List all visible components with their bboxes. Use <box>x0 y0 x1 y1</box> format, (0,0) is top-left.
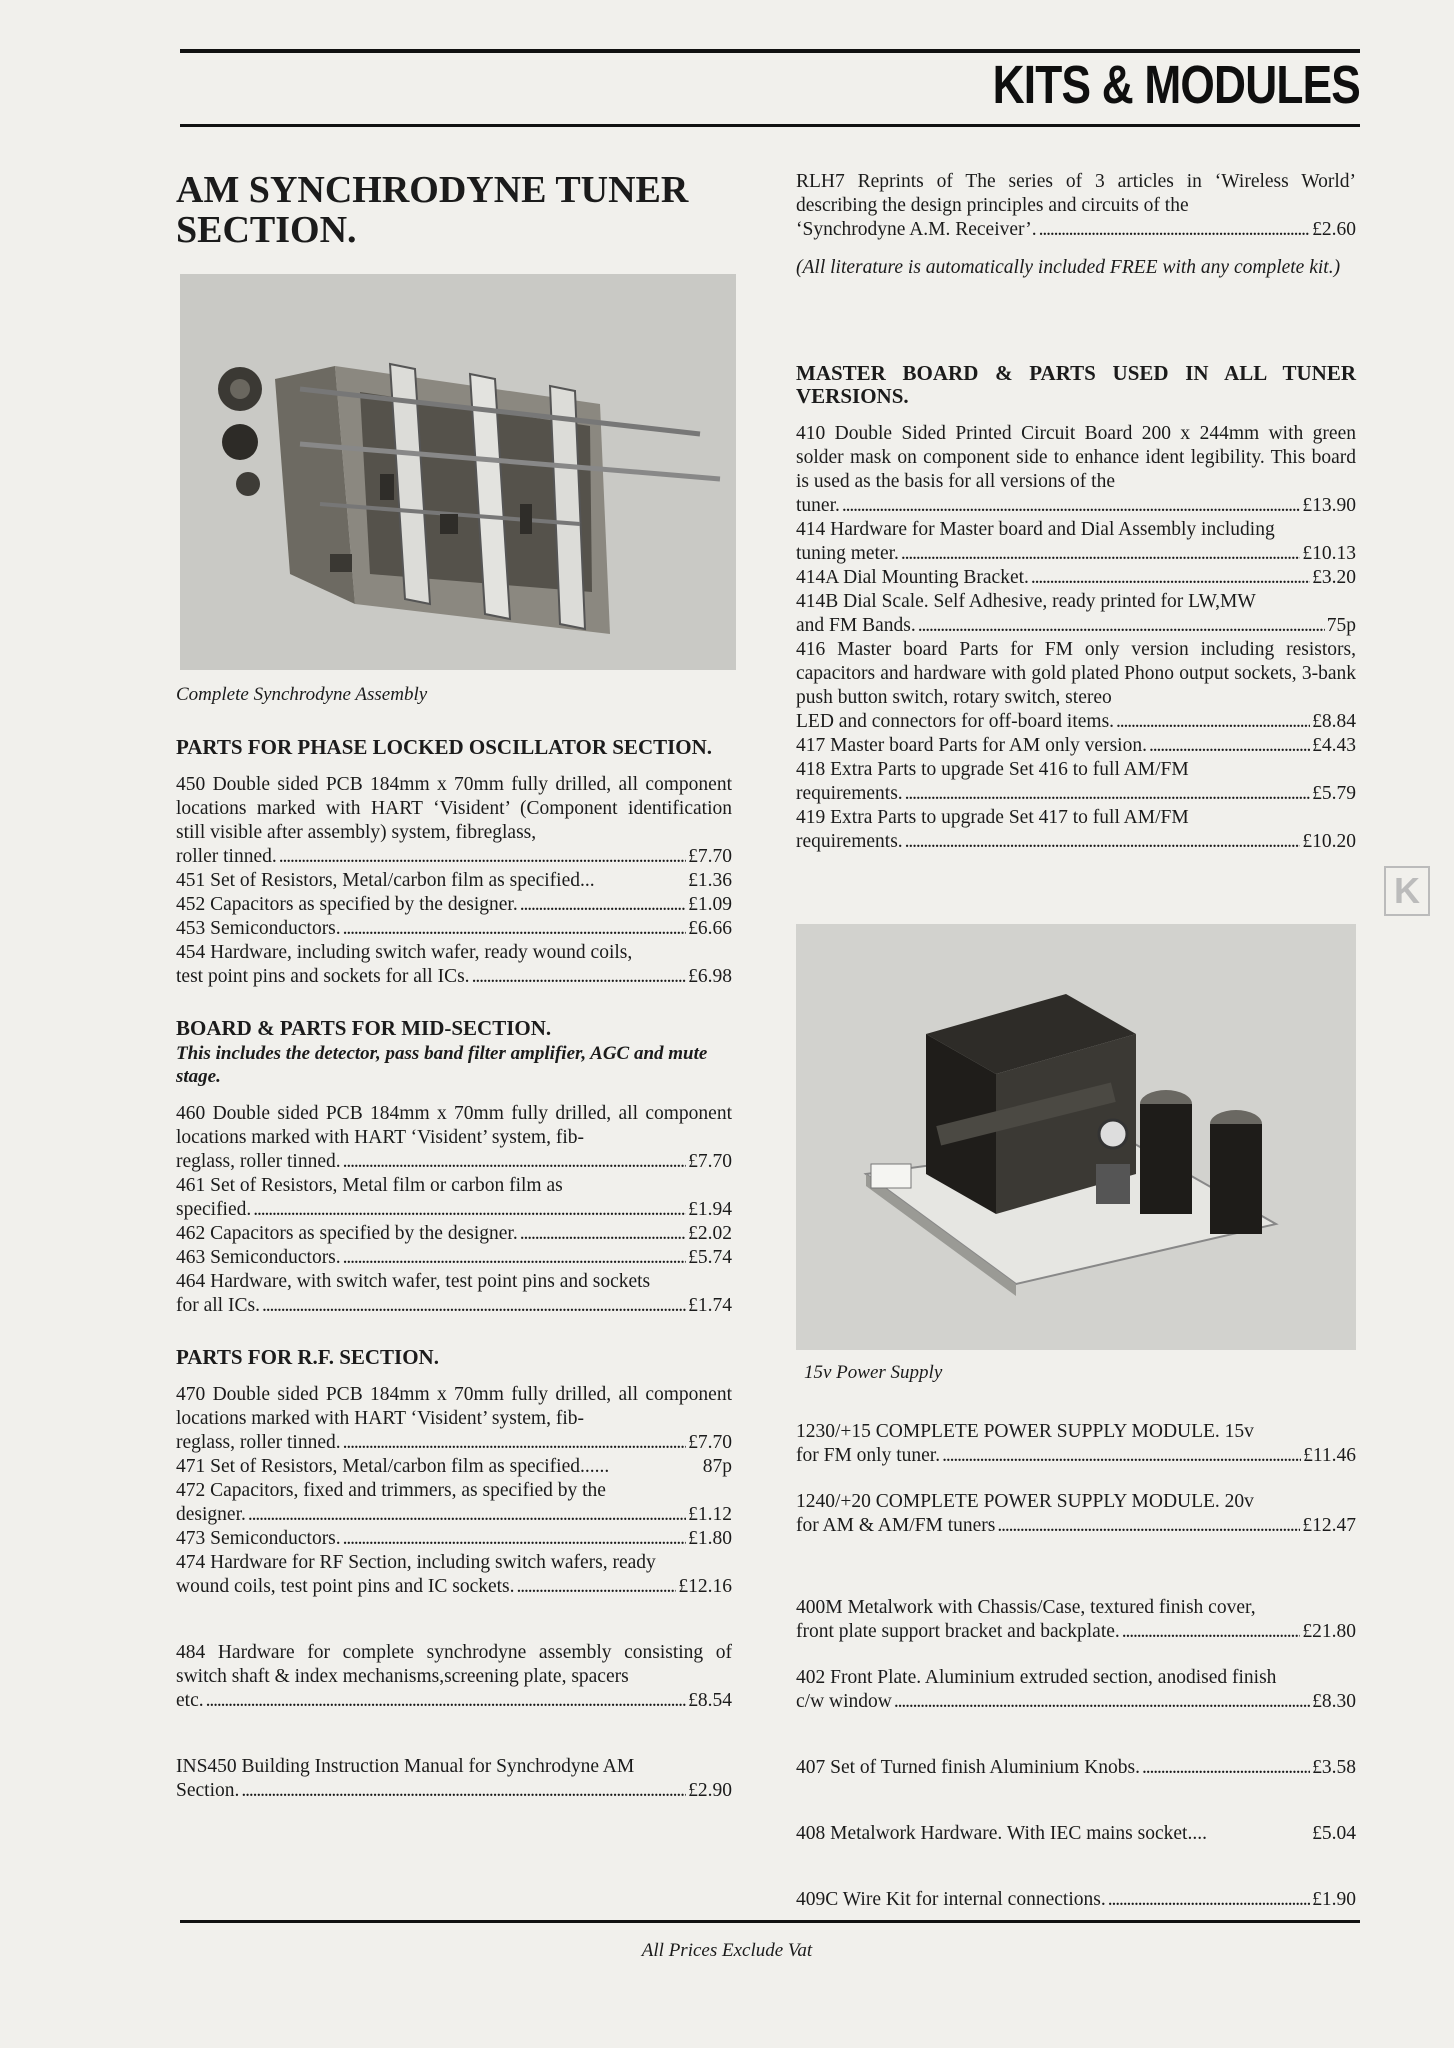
item-price: £7.70 <box>688 1432 732 1453</box>
list-item <box>176 1102 732 1174</box>
item-price: £8.84 <box>1312 711 1356 732</box>
section-title-line1: AM SYNCHRODYNE TUNER <box>176 169 689 211</box>
item-last-line: front plate support bracket and backplate. <box>796 1621 1120 1642</box>
item-price: £8.54 <box>688 1690 732 1711</box>
item-last-line: 462 Capacitors as specified by the designer. <box>176 1223 518 1244</box>
item-last-line: 409C Wire Kit for internal connections. <box>796 1889 1106 1910</box>
item-last-line: 452 Capacitors as specified by the designer. <box>176 894 518 915</box>
item-price: £10.20 <box>1302 831 1356 852</box>
item-text: 1230/+15 COMPLETE POWER SUPPLY MODULE. 15v <box>796 1421 1254 1442</box>
item-text: 454 Hardware, including switch wafer, ready wound coils, <box>176 942 633 963</box>
item-text: 402 Front Plate. Aluminium extruded section, anodised finish <box>796 1667 1277 1688</box>
item-last-line: reglass, roller tinned. <box>176 1432 341 1453</box>
list-item <box>176 1479 732 1527</box>
item-last-line: designer. <box>176 1504 246 1525</box>
list-item <box>176 1246 732 1270</box>
item-price: £1.12 <box>688 1504 732 1525</box>
item-text: 400M Metalwork with Chassis/Case, textured finish cover, <box>796 1597 1256 1618</box>
mid-items <box>176 1102 732 1318</box>
item-text: 461 Set of Resistors, Metal film or carbon film as <box>176 1175 563 1196</box>
item-last-line: tuner. <box>796 495 840 516</box>
item-price: £1.90 <box>1312 1889 1356 1910</box>
side-tab-k: K <box>1384 866 1430 916</box>
item-price: £1.94 <box>688 1199 732 1220</box>
list-item <box>176 917 732 941</box>
item-last-line: 463 Semiconductors. <box>176 1247 341 1268</box>
item-last-line: and FM Bands. <box>796 615 916 636</box>
item-last-line: 473 Semiconductors. <box>176 1528 341 1549</box>
master-items <box>796 422 1356 854</box>
item-text: 464 Hardware, with switch wafer, test point pins and sockets <box>176 1271 651 1292</box>
item-last-line: requirements. <box>796 831 903 852</box>
item-last-line: LED and connectors for off-board items. <box>796 711 1115 732</box>
item-last-line: 453 Semiconductors. <box>176 918 341 939</box>
list-item <box>796 1420 1356 1468</box>
item-text: 414 Hardware for Master board and Dial Assembly including <box>796 519 1275 540</box>
item-last-line: c/w window <box>796 1691 892 1712</box>
top-rule <box>180 49 1360 53</box>
item-price: £2.60 <box>1312 219 1356 240</box>
item-last-line: specified. <box>176 1199 252 1220</box>
item-price: £6.98 <box>688 966 732 987</box>
pll-items <box>176 773 732 989</box>
item-price: £10.13 <box>1302 543 1356 564</box>
item-price: £13.90 <box>1302 495 1356 516</box>
item-last-line: 408 Metalwork Hardware. With IEC mains socket.... <box>796 1823 1207 1844</box>
item-text: RLH7 Reprints of The series of 3 articles in ‘Wireless World’ describing the design principles and circuits of the <box>796 171 1356 216</box>
list-item-rlh7 <box>796 170 1356 242</box>
list-item-484 <box>176 1641 732 1713</box>
rf-heading: PARTS FOR R.F. SECTION. <box>176 1345 439 1369</box>
item-price: £3.58 <box>1312 1757 1356 1778</box>
list-item <box>796 590 1356 638</box>
item-last-line: for AM & AM/FM tuners <box>796 1515 996 1536</box>
item-price: £3.20 <box>1312 567 1356 588</box>
item-text: 416 Master board Parts for FM only version including resistors, capacitors and hardware with gold plated Phono output sockets, 3-bank push button switch, rotary switch, stereo <box>796 639 1356 708</box>
item-last-line: etc. <box>176 1690 204 1711</box>
list-item <box>796 1756 1356 1780</box>
list-item <box>796 1490 1356 1538</box>
item-price: £5.79 <box>1312 783 1356 804</box>
item-price: £1.36 <box>688 870 732 891</box>
list-item <box>176 1174 732 1222</box>
item-text: 414B Dial Scale. Self Adhesive, ready printed for LW,MW <box>796 591 1256 612</box>
list-item <box>176 773 732 869</box>
item-text: 474 Hardware for RF Section, including switch wafers, ready <box>176 1552 656 1573</box>
item-last-line: tuning meter. <box>796 543 899 564</box>
list-item <box>796 1666 1356 1714</box>
list-item <box>796 734 1356 758</box>
mid-heading: BOARD & PARTS FOR MID-SECTION. <box>176 1016 552 1040</box>
item-text: 460 Double sided PCB 184mm x 70mm fully drilled, all component locations marked with HART ‘Visident’ system, fib- <box>176 1103 732 1148</box>
rf-items <box>176 1383 732 1599</box>
left-column <box>176 170 732 1803</box>
footer-note: All Prices Exclude Vat <box>641 1940 813 1961</box>
item-text: 410 Double Sided Printed Circuit Board 200 x 244mm with green solder mask on component side to enhance ident legibility. This board is used as the basis for all versions of the <box>796 423 1356 492</box>
item-price: £8.30 <box>1312 1691 1356 1712</box>
list-item <box>176 1222 732 1246</box>
list-item <box>796 422 1356 518</box>
power-supply-photo <box>796 924 1356 1350</box>
item-last-line: test point pins and sockets for all ICs. <box>176 966 470 987</box>
list-item <box>796 1822 1356 1846</box>
list-item <box>796 518 1356 566</box>
item-last-line: for FM only tuner. <box>796 1445 941 1466</box>
synchrodyne-assembly-photo <box>180 274 736 670</box>
mid-note: This includes the detector, pass band filter amplifier, AGC and mute stage. <box>176 1043 708 1087</box>
literature-note: (All literature is automatically included FREE with any complete kit.) <box>796 257 1341 278</box>
list-item <box>176 941 732 989</box>
list-item <box>796 1596 1356 1644</box>
item-last-line: 451 Set of Resistors, Metal/carbon film as specified... <box>176 870 595 891</box>
list-item <box>176 893 732 917</box>
item-last-line: 417 Master board Parts for AM only version. <box>796 735 1147 756</box>
item-price: £12.47 <box>1302 1515 1356 1536</box>
item-price: £1.74 <box>688 1295 732 1316</box>
list-item <box>796 566 1356 590</box>
item-last-line: Section. <box>176 1780 240 1801</box>
item-last-line: 471 Set of Resistors, Metal/carbon film as specified...... <box>176 1456 610 1477</box>
item-text: 484 Hardware for complete synchrodyne assembly consisting of switch shaft & index mechanisms,screening plate, spacers <box>176 1642 732 1687</box>
item-last-line: 414A Dial Mounting Bracket. <box>796 567 1029 588</box>
list-item <box>796 638 1356 734</box>
item-price: £7.70 <box>688 1151 732 1172</box>
item-text: 1240/+20 COMPLETE POWER SUPPLY MODULE. 20v <box>796 1491 1254 1512</box>
photo-caption: Complete Synchrodyne Assembly <box>176 684 428 705</box>
item-last-line: 407 Set of Turned finish Aluminium Knobs. <box>796 1757 1140 1778</box>
section-title <box>176 170 732 250</box>
item-price: £1.80 <box>688 1528 732 1549</box>
item-text: 470 Double sided PCB 184mm x 70mm fully drilled, all component locations marked with HART ‘Visident’ system, fib- <box>176 1384 732 1429</box>
master-heading: MASTER BOARD & PARTS USED IN ALL TUNER VERSIONS. <box>796 361 1356 408</box>
item-price: £4.43 <box>1312 735 1356 756</box>
list-item <box>176 869 732 893</box>
title-underline <box>180 124 1360 127</box>
item-price: £1.09 <box>688 894 732 915</box>
item-last-line: roller tinned. <box>176 846 277 867</box>
item-last-line: wound coils, test point pins and IC sockets. <box>176 1576 515 1597</box>
pll-heading: PARTS FOR PHASE LOCKED OSCILLATOR SECTION. <box>176 735 713 759</box>
item-price: £12.16 <box>678 1576 732 1597</box>
section-title-line2: SECTION. <box>176 209 357 251</box>
list-item <box>796 758 1356 806</box>
list-item <box>176 1455 732 1479</box>
item-price: £2.02 <box>688 1223 732 1244</box>
list-item <box>796 1888 1356 1912</box>
list-item <box>796 806 1356 854</box>
item-price: £21.80 <box>1302 1621 1356 1642</box>
item-price: £5.04 <box>1312 1823 1356 1844</box>
item-last-line: ‘Synchrodyne A.M. Receiver’. <box>796 219 1037 240</box>
page-title: KITS & MODULES <box>992 55 1360 115</box>
item-last-line: reglass, roller tinned. <box>176 1151 341 1172</box>
bottom-rule <box>180 1920 1360 1923</box>
item-text: 450 Double sided PCB 184mm x 70mm fully drilled, all component locations marked with HART ‘Visident’ (Component identification still visible after assembly) system, fibreglass, <box>176 774 732 843</box>
list-item-ins450 <box>176 1755 732 1803</box>
item-price: £7.70 <box>688 846 732 867</box>
list-item <box>176 1383 732 1455</box>
item-text: 419 Extra Parts to upgrade Set 417 to full AM/FM <box>796 807 1189 828</box>
item-price: 75p <box>1326 615 1356 636</box>
item-price: £6.66 <box>688 918 732 939</box>
item-text: 472 Capacitors, fixed and trimmers, as specified by the <box>176 1480 606 1501</box>
right-column <box>796 170 1356 1912</box>
list-item <box>176 1551 732 1599</box>
list-item <box>176 1527 732 1551</box>
item-price: 87p <box>702 1456 732 1477</box>
item-text: 418 Extra Parts to upgrade Set 416 to full AM/FM <box>796 759 1189 780</box>
item-last-line: for all ICs. <box>176 1295 260 1316</box>
item-last-line: requirements. <box>796 783 903 804</box>
psu-caption: 15v Power Supply <box>804 1362 943 1383</box>
item-price: £11.46 <box>1303 1445 1356 1466</box>
item-price: £2.90 <box>688 1780 732 1801</box>
item-text: INS450 Building Instruction Manual for Synchrodyne AM <box>176 1756 635 1777</box>
item-price: £5.74 <box>688 1247 732 1268</box>
list-item <box>176 1270 732 1318</box>
